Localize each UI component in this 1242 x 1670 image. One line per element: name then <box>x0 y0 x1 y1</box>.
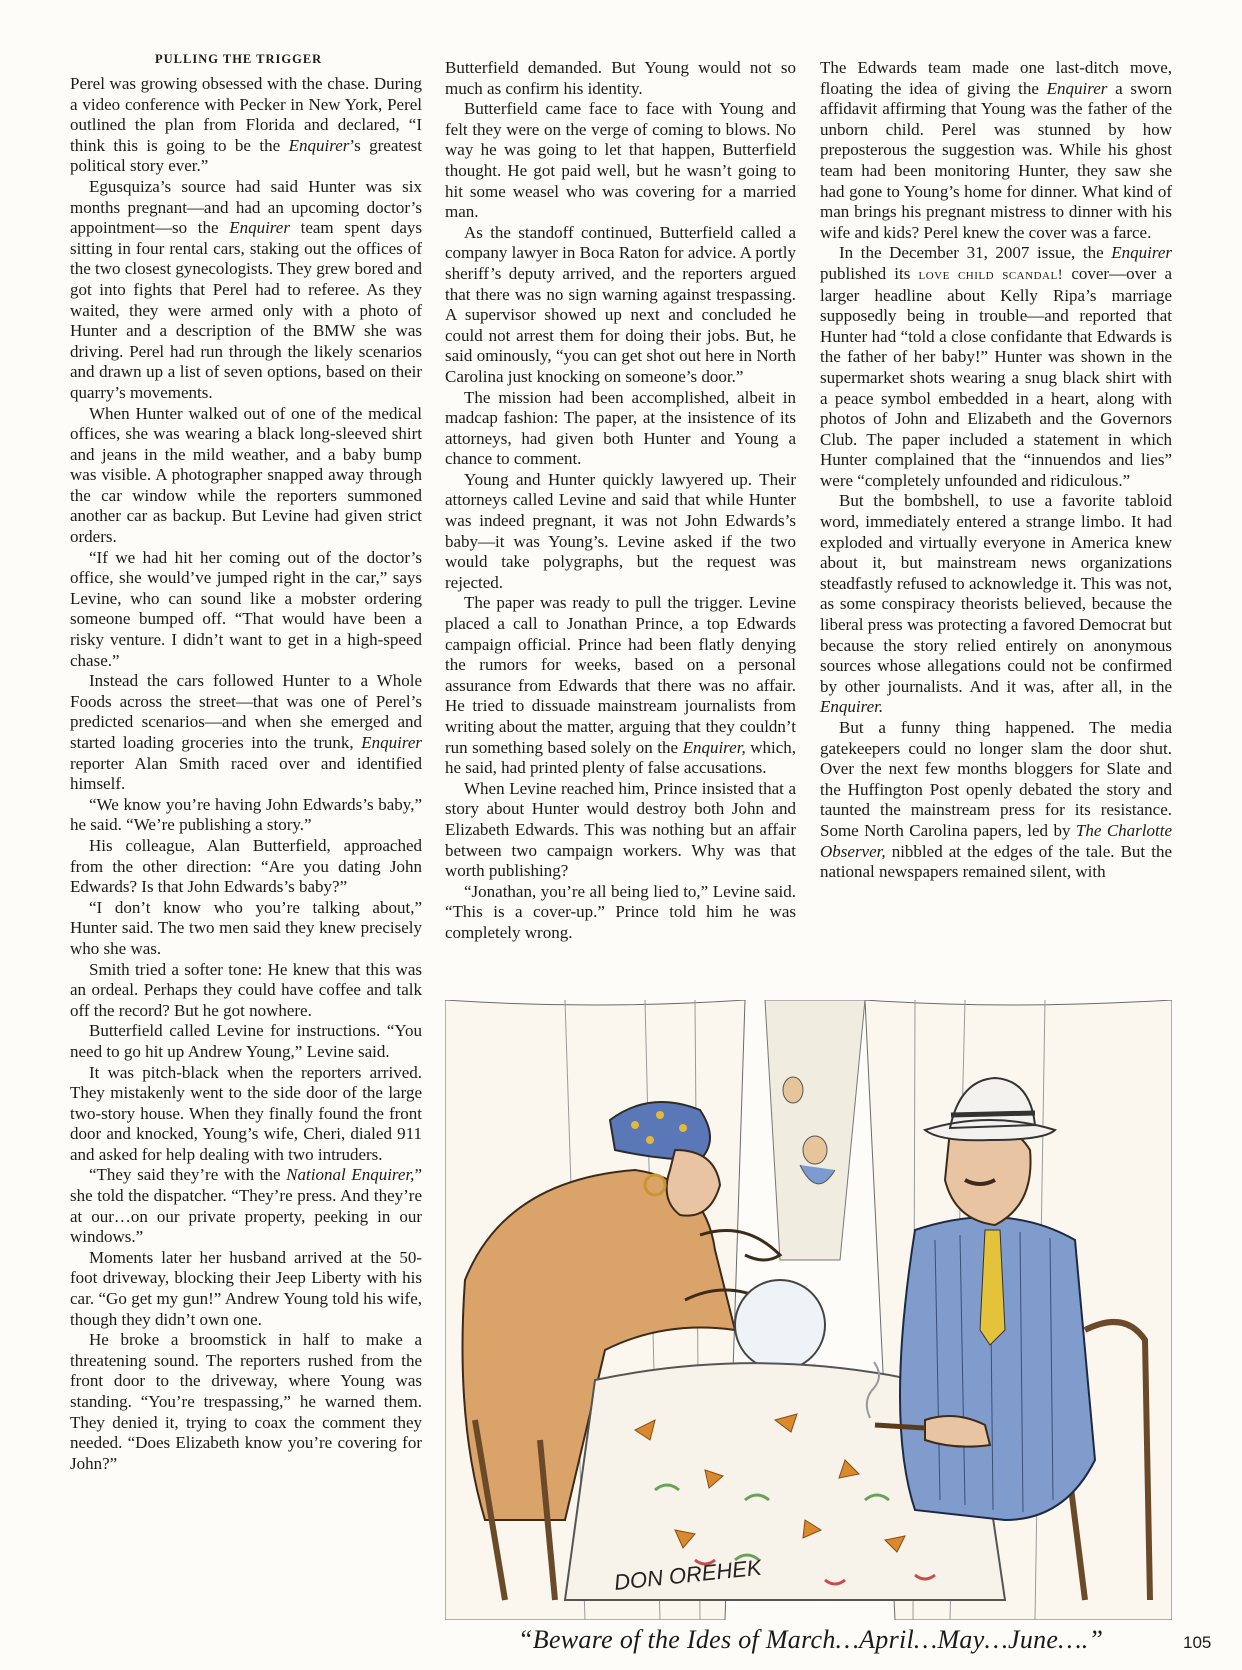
article-paragraph: But the bombshell, to use a favorite tabloid word, immediately entered a strange limbo. It had exploded and virtually everyone in America knew about it, but mainstream news organizations steadfastly refused to acknowledge it. This was not, as some conspiracy theorists believed, because the liberal press was protecting a favored Democrat but because the story relied entirely on anonymous sources whose allegations could not be confirmed by other journalists. And it was, after all, in the Enquirer. <box>820 491 1172 717</box>
article-paragraph: Instead the cars followed Hunter to a Whole Foods across the street—that was one of Perel’s predicted scenarios—and when she emerged and started loading groceries into the trunk, Enquirer reporter Alan Smith raced over and identified himself. <box>70 671 422 794</box>
article-paragraph: Butterfield came face to face with Young and felt they were on the verge of coming to blows. No way he was going to let that happen, Butterfield thought. He got paid well, but he wasn’t going to hit some weasel who was covering for a married man. <box>445 99 796 222</box>
article-paragraph: He broke a broomstick in half to make a threatening sound. The reporters rushed from the front door to the driveway, where Young was standing. “You’re trespassing,” he warned them. They denied it, trying to coax the comment they needed. “Does Elizabeth know you’re covering for John?” <box>70 1330 422 1473</box>
article-paragraph: “I don’t know who you’re talking about,” Hunter said. The two men said they knew precisely who she was. <box>70 897 422 958</box>
cartoonist-signature: DON OREHEK <box>612 1554 763 1595</box>
article-paragraph: The paper was ready to pull the trigger. Levine placed a call to Jonathan Prince, a top Edwards campaign official. Prince had been flatly denying the rumors for weeks, based on a personal assurance from Edwards that there was no affair. He tried to dissuade mainstream journalists from writing about the matter, arguing that they couldn’t run something based solely on the Enquirer, which, he said, had printed plenty of false accusations. <box>445 593 796 778</box>
fortune-teller-cartoon <box>445 1000 1172 1620</box>
article-paragraph: Perel was growing obsessed with the chase. During a video conference with Pecker in New York, Perel outlined the plan from Florida and declared, “I think this is going to be the Enquirer’s greatest political story ever.” <box>70 74 423 176</box>
article-paragraph: Moments later her husband arrived at the 50-foot driveway, blocking their Jeep Liberty with his car. “Go get my gun!” Andrew Young told his wife, though they didn’t own one. <box>70 1247 422 1329</box>
article-column-2 <box>445 58 796 944</box>
page-number: 105 <box>1183 1633 1212 1652</box>
article-paragraph: Butterfield demanded. But Young would not so much as confirm his identity. <box>445 58 796 98</box>
running-head: PULLING THE TRIGGER <box>155 52 323 66</box>
article-column-3 <box>820 58 1172 883</box>
article-paragraph: The Edwards team made one last-ditch move, floating the idea of giving the Enquirer a sworn affidavit affirming that Young was the father of the unborn child. Perel was stunned by how preposterous the suggestion was. While his ghost team had been monitoring Hunter, they saw she had gone to Young’s home for dinner. What kind of man brings his pregnant mistress to dinner with his wife and kids? Perel knew the cover was a farce. <box>820 58 1172 242</box>
fortune-teller-scarf <box>610 1102 710 1160</box>
article-paragraph: “If we had hit her coming out of the doctor’s office, she would’ve jumped right in the car,” says Levine, who can sound like a mobster ordering someone bumped off. “That would have been a risky venture. I didn’t want to get in a high-speed chase.” <box>70 547 422 670</box>
article-paragraph: “They said they’re with the National Enquirer,” she told the dispatcher. “They’re press. And they’re at our…on our private property, peeking in our windows.” <box>70 1165 422 1247</box>
article-paragraph: It was pitch-black when the reporters arrived. They mistakenly went to the side door of the large two-story house. When they finally found the front door and knocked, Young’s wife, Cheri, dialed 911 and asked for help dealing with two intruders. <box>70 1062 422 1164</box>
passerby-figure <box>803 1136 827 1164</box>
article-paragraph: Egusquiza’s source had said Hunter was six months pregnant—and had an upcoming doctor’s appointment—so the Enquirer team spent days sitting in four rental cars, staking out the offices of the two closest gynecologists. They grew bored and got into fights that Perel had to referee. As they waited, they were armed only with a photo of Hunter and a description of the BMW she was driving. Perel had run through the likely scenarios and drawn up a list of seven options, based on their quarry’s movements. <box>70 176 422 402</box>
customer-tie <box>980 1230 1005 1345</box>
article-paragraph: “We know you’re having John Edwards’s baby,” he said. “We’re publishing a story.” <box>70 794 422 835</box>
article-paragraph: Butterfield called Levine for instructions. “You need to go hit up Andrew Young,” Levine said. <box>70 1021 422 1061</box>
article-paragraph: His colleague, Alan Butterfield, approached from the other direction: “Are you dating John Edwards? Is that John Edwards’s baby?” <box>70 835 422 897</box>
article-paragraph: When Levine reached him, Prince insisted that a story about Hunter would destroy both John and Elizabeth Edwards. This was nothing but an affair between two campaign workers. Why was that worth publishing? <box>445 778 796 881</box>
article-paragraph: In the December 31, 2007 issue, the Enquirer published its love child scandal! cover—over a larger headline about Kelly Ripa’s marriage supposedly being in trouble—and reported that Hunter had “told a close confidante that Edwards is the father of her baby!” Hunter was shown in the supermarket shots wearing a snug black shirt with a peace symbol embedded in a heart, along with photos of John and Elizabeth and the Governors Club. The paper included a statement in which Hunter complained that the “innuendos and lies” were “completely unfounded and ridiculous.” <box>820 243 1172 490</box>
article-paragraph: As the standoff continued, Butterfield called a company lawyer in Boca Raton for advice. A portly sheriff’s deputy arrived, and the reporters argued that there was no sign warning against trespassing. A supervisor showed up next and concluded he could not arrest them for doing their jobs. But, he said ominously, “you can get shot out here in North Carolina just knocking on someone’s door.” <box>445 222 796 386</box>
curtain-opening <box>765 1000 865 1260</box>
article-column-1 <box>70 74 422 1474</box>
article-paragraph: Smith tried a softer tone: He knew that this was an ordeal. Perhaps they could have coffee and talk off the record? But he got nowhere. <box>70 959 422 1020</box>
article-paragraph: But a funny thing happened. The media gatekeepers could no longer slam the door shut. Over the next few months bloggers for Slate and the Huffington Post openly debated the story and taunted the mainstream press for its resistance. Some North Carolina papers, led by The Charlotte Observer, nibbled at the edges of the tale. But the national newspapers remained silent, with <box>820 718 1173 882</box>
passerby-figure <box>783 1077 803 1103</box>
article-paragraph: “Jonathan, you’re all being lied to,” Levine said. “This is a cover-up.” Prince told him he was completely wrong. <box>445 881 796 942</box>
article-paragraph: Young and Hunter quickly lawyered up. Their attorneys called Levine and said that while Hunter was indeed pregnant, it was not John Edwards’s baby—it was Young’s. Levine asked if the two would take polygraphs, but the request was rejected. <box>445 469 796 592</box>
article-paragraph: The mission had been accomplished, albeit in madcap fashion: The paper, at the insistence of its attorneys, had given both Hunter and Young a chance to comment. <box>445 387 796 469</box>
cartoon-caption: “Beware of the Ides of March…April…May…June….” <box>518 1625 1104 1654</box>
crystal-ball <box>735 1280 825 1370</box>
article-paragraph: When Hunter walked out of one of the medical offices, she was wearing a black long-sleeved shirt and jeans in the mild weather, and a baby bump was visible. A photographer snapped away through the car window while the reporters summoned another car as backup. But Levine had given strict orders. <box>70 403 422 547</box>
